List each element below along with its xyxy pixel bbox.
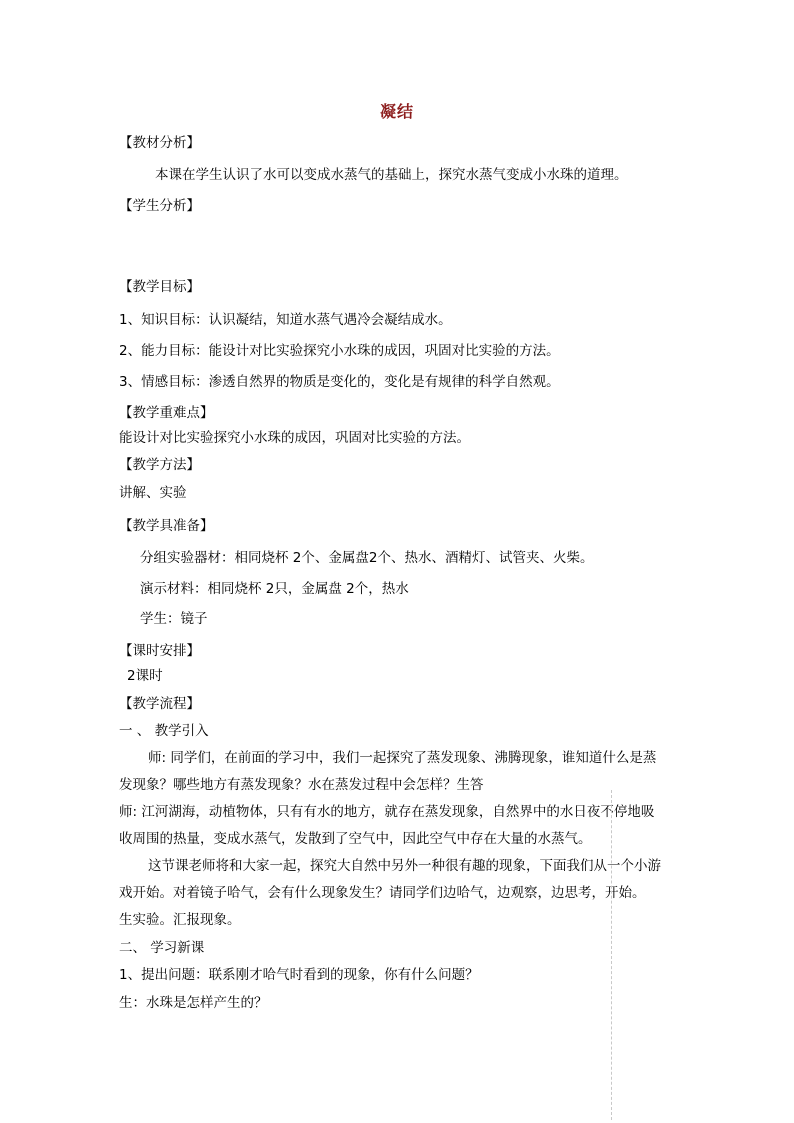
process-part2-line: 1、提出问题：联系刚才哈气时看到的现象，你有什么问题？	[119, 967, 479, 983]
process-paragraph-line: 这节课老师将和大家一起，探究大自然中另外一种很有趣的现象，下面我们从一个小游	[148, 858, 661, 874]
objective-item: 2、能力目标：能设计对比实验探究小水珠的成因，巩固对比实验的方法。	[119, 343, 560, 359]
objective-item: 3、情感目标：渗透自然界的物质是变化的，变化是有规律的科学自然观。	[119, 374, 560, 390]
heading-materials: 【教学具准备】	[119, 518, 214, 534]
heading-methods: 【教学方法】	[119, 457, 200, 473]
methods-text: 讲解、实验	[119, 485, 187, 501]
heading-key-points: 【教学重难点】	[119, 405, 214, 421]
materials-item: 学生：镜子	[140, 611, 208, 627]
objective-item: 1、知识目标：认识凝结，知道水蒸气遇冷会凝结成水。	[119, 312, 452, 328]
key-points-text: 能设计对比实验探究小水珠的成因，巩固对比实验的方法。	[119, 430, 470, 446]
heading-process: 【教学流程】	[119, 696, 200, 712]
process-paragraph-line: 戏开始。对着镜子哈气，会有什么现象发生？请同学们边哈气，边观察，边思考，开始。	[119, 885, 646, 901]
margin-guide-line	[611, 790, 612, 1120]
schedule-text: 2课时	[127, 668, 163, 684]
process-paragraph-line: 收周围的热量，变成水蒸气，发散到了空气中，因此空气中存在大量的水蒸气。	[119, 831, 592, 847]
page-title: 凝结	[379, 102, 414, 121]
process-paragraph-line: 发现象？哪些地方有蒸发现象？水在蒸发过程中会怎样？生答	[119, 777, 484, 793]
process-part2-line: 生：水珠是怎样产生的？	[119, 995, 268, 1011]
materials-item: 分组实验器材：相同烧杯 2个、金属盘2个、热水、酒精灯、试管夹、火柴。	[140, 550, 594, 566]
heading-schedule: 【课时安排】	[119, 643, 200, 659]
process-paragraph-line: 师: 同学们，在前面的学习中，我们一起探究了蒸发现象、沸腾现象，谁知道什么是蒸	[148, 750, 657, 766]
process-paragraph-line: 生实验。汇报现象。	[119, 912, 241, 928]
heading-material-analysis: 【教材分析】	[119, 135, 200, 151]
process-part1-title: 一 、 教学引入	[119, 723, 209, 739]
materials-item: 演示材料：相同烧杯 2只，金属盘 2个，热水	[140, 581, 409, 597]
material-analysis-text: 本课在学生认识了水可以变成水蒸气的基础上，探究水蒸气变成小水珠的道理。	[155, 167, 628, 183]
heading-objectives: 【教学目标】	[119, 279, 200, 295]
heading-student-analysis: 【学生分析】	[119, 198, 200, 214]
process-paragraph-line: 师: 江河湖海，动植物体，只有有水的地方，就存在蒸发现象，自然界中的水日夜不停地吸	[119, 804, 655, 820]
process-part2-title: 二、 学习新课	[119, 940, 205, 956]
